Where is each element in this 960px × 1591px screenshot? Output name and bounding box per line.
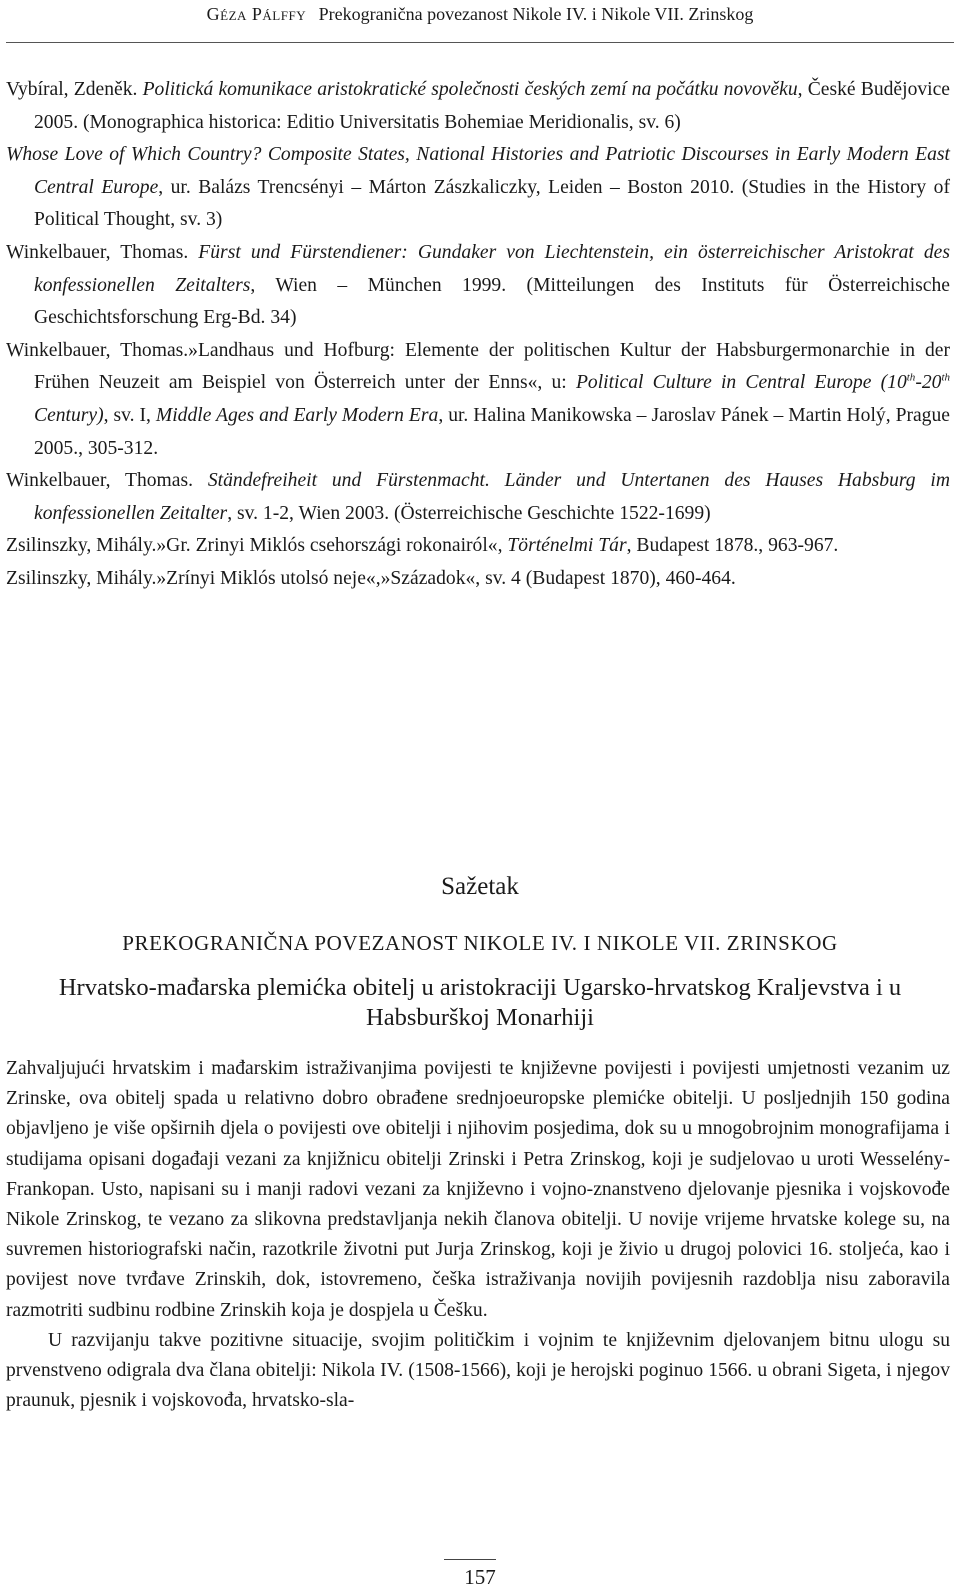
bib-entry: Winkelbauer, Thomas. Ständefreiheit und Fürstenmacht. Länder und Untertanen des Hauses Habsburg im konfessionellen Zeitalter, sv. 1-2, Wien 2003. (Österreichische Geschichte 1522-1699) — [6, 470, 950, 524]
summary-heading: PREKOGRANIČNA POVEZANOST NIKOLE IV. I NIKOLE VII. ZRINSKOG — [122, 931, 838, 955]
header-divider — [6, 42, 954, 43]
footer-divider — [444, 1559, 496, 1560]
bib-entry: Winkelbauer, Thomas. Fürst und Fürstendiener: Gundaker von Liechtenstein, ein österreichischer Aristokrat des konfessionellen Zeitalters, Wien – München 1999. (Mitteilungen des Instituts für Österreichische Geschichtsforschung Erg-Bd. 34) — [6, 241, 950, 329]
bib-entry: Whose Love of Which Country? Composite States, National Histories and Patriotic Discourses in Early Modern East Central Europe, ur. Balázs Trencsényi – Márton Zászkaliczky, Leiden – Boston 2010. (Studies in the History of Political Thought, sv. 3) — [6, 144, 950, 231]
bib-entry: Vybíral, Zdeněk. Politická komunikace aristokratické společnosti českých zemí na počátku novověku, České Budějovice 2005. (Monographica historica: Editio Universitatis Bohemiae Meridionalis, sv. 6) — [6, 79, 950, 133]
bib-entry: Zsilinszky, Mihály.»Zrínyi Miklós utolsó neje«,»Századok«, sv. 4 (Budapest 1870), 460-464. — [6, 567, 736, 589]
header-title: Prekogranična povezanost Nikole IV. i Nikole VII. Zrinskog — [318, 4, 754, 24]
summary-body — [6, 1054, 950, 1416]
running-header — [0, 4, 960, 25]
summary-paragraph: Zahvaljujući hrvatskim i mađarskim istraživanjima povijesti te književne povijesti i povijesti umjetnosti vezanim uz Zrinske, ova obitelj spada u relativno dobro obrađene srednjoeuropske plemićke obitelji. U posljednjih 150 godina objavljeno je više opširnih djela o povijesti ove obitelji i njihovim posjedima, dok su u mnogobrojnim monografijama i studijama opisani događaji vezani za knjižnicu obitelji Zrinski i Petra Zrinskog, koji je sudjelovao u uroti Wesselény-Frankopan. Usto, napisani su i manji radovi vezani za književno i vojno-znanstveno djelovanje pjesnika i vojskovođe Nikole Zrinskog, te vezano za slikovna predstavljanja nekih članova obitelji. U novije vrijeme hrvatske kolege su, na suvremen historiografski način, razotkrile životni put Jurja Zrinskog, koji je živio u drugoj polovici 16. stoljeća, kao i povijest nove tvrđave Zrinskih, dok, istovremeno, češka istraživanja novijih povijesnih razdoblja nisu zaboravila razmotriti sudbinu rodbine Zrinskih koja je dospjela u Češku. — [6, 1058, 950, 1321]
summary-title: Sažetak — [441, 873, 519, 900]
page-number: 157 — [464, 1565, 496, 1589]
summary-subtitle: Hrvatsko-mađarska plemićka obitelj u aristokraciji Ugarsko-hrvatskog Kraljevstva i u Habsburškoj Monarhiji — [58, 974, 902, 1031]
bib-entry: Zsilinszky, Mihály.»Gr. Zrinyi Miklós csehországi rokonairól«, Történelmi Tár, Budapest 1878., 963-967. — [6, 535, 839, 557]
bib-entry: Winkelbauer, Thomas.»Landhaus und Hofburg: Elemente der politischen Kultur der Habsburgermonarchie in der Frühen Neuzeit am Beispiel von Österreich unter der Enns«, u: Political Culture in Central Europe (10th-20th Century), sv. I, Middle Ages and Early Modern Era, ur. Halina Manikowska – Jaroslav Pánek – Martin Holý, Prague 2005., 305-312. — [6, 339, 950, 459]
bibliography-list — [6, 74, 950, 596]
header-author: Géza Pálffy — [206, 4, 307, 24]
summary-paragraph: U razvijanju takve pozitivne situacije, svojim političkim i vojnim te književnim djelovanjem bitnu ulogu su prvenstveno odigrala dva člana obitelji: Nikola IV. (1508-1566), koji je herojski poginuo 1566. u obrani Sigeta, i njegov praunuk, pjesnik i vojskovođa, hrvatsko-sla- — [6, 1329, 950, 1412]
